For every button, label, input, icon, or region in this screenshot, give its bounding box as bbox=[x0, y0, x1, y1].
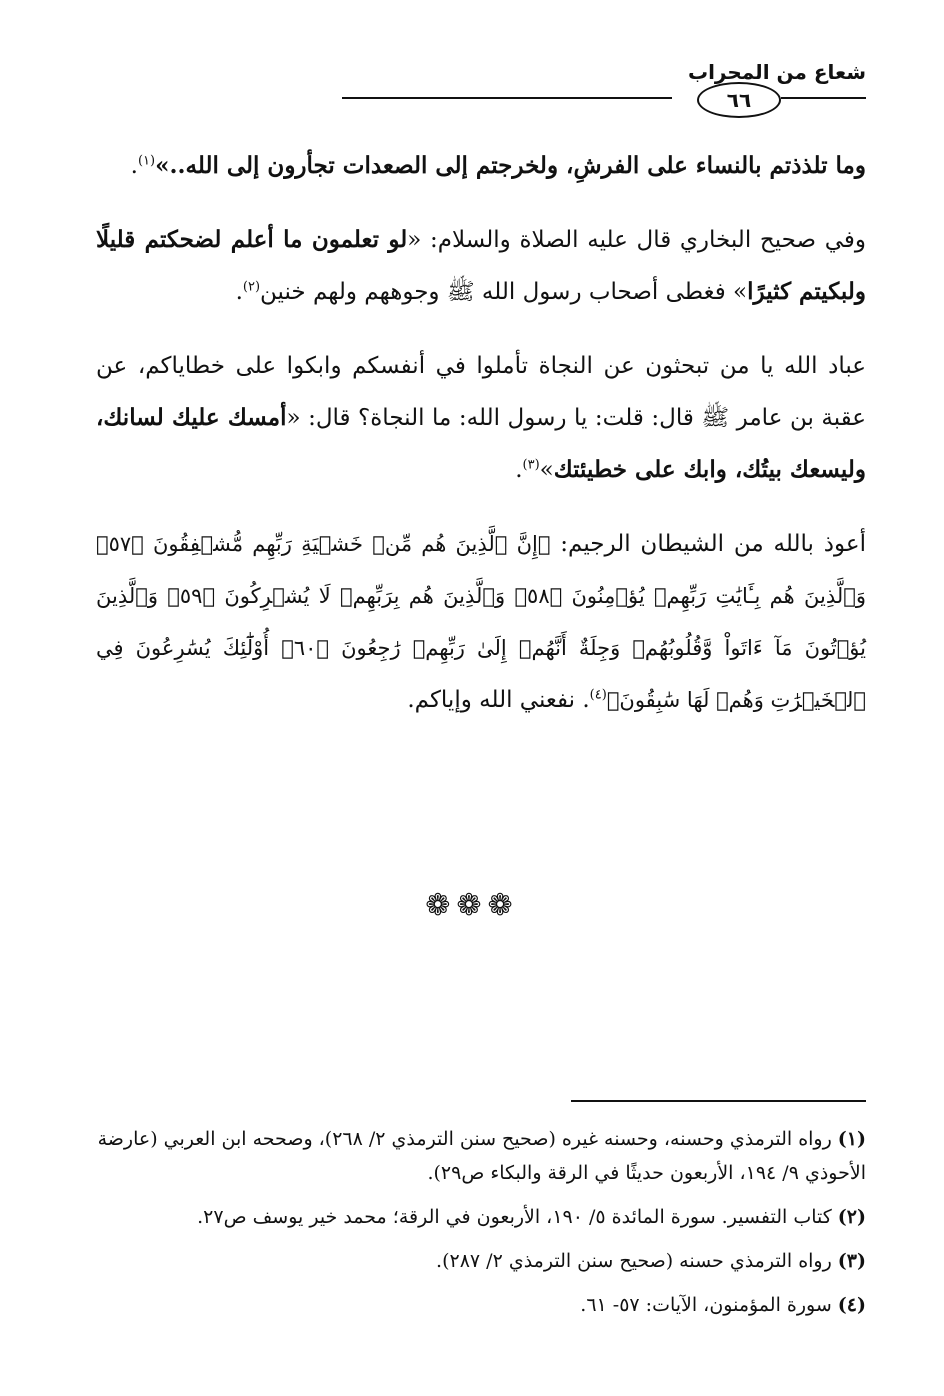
hadith-quote: لو تعلمون ما أعلم لضحكتم قليلًا ولبكيتم كثيرًا bbox=[96, 226, 866, 305]
footnote-4: (٤)سورة المؤمنون، الآيات: ٥٧- ٦١. bbox=[580, 1294, 866, 1316]
running-title: شعاع من المحراب bbox=[687, 60, 866, 84]
paragraph-1: وما تلذذتم بالنساء على الفرشِ، ولخرجتم إلى الصعدات تجأرون إلى الله..»$^{(١)}$. bbox=[130, 152, 866, 179]
footnote-ref: (٣) bbox=[522, 457, 540, 473]
footnote-ref: (٢) bbox=[242, 279, 261, 295]
paragraph-4: أعوذ بالله من الشيطان الرجيم: ﴿إِنَّ ٱلَّذِينَ هُم مِّنۡ خَشۡيَةِ رَبِّهِم مُّشۡفِقُونَ ﴿٥٧﴾ وَٱلَّذِينَ هُم بِـَٔايَٰتِ رَبِّهِمۡ يُؤۡمِنُونَ ﴿٥٨﴾ وَٱلَّذِينَ هُم بِرَبِّهِمۡ لَا يُشۡرِكُونَ ﴿٥٩﴾ وَٱلَّذِينَ يُؤۡتُونَ مَآ ءَاتَواْ وَّقُلُوبُهُمۡ وَجِلَةٌ أَنَّهُمۡ إِلَىٰ رَبِّهِمۡ رَٰجِعُونَ ﴿٦٠﴾ أُوْلَٰٓئِكَ يُسَٰرِعُونَ فِي ٱلۡخَيۡرَٰتِ وَهُمۡ لَهَا سَٰبِقُونَ﴾$^{(٤)}$. نفعني الله وإياكم. bbox=[96, 531, 866, 713]
footnote-3: (٣)رواه الترمذي حسنه (صحيح سنن الترمذي ٢/ ٢٨٧). bbox=[436, 1250, 866, 1272]
header-rule-middle bbox=[342, 97, 672, 99]
main-text bbox=[96, 140, 866, 748]
paragraph-3: عباد الله يا من تبحثون عن النجاة تأملوا في أنفسكم وابكوا على خطاياكم، عن عقبة بن عامر ﷺ قال: قلت: يا رسول الله: ما النجاة؟ قال: «أمسك عليك لسانك، وليسعك بيتُك، وابك على خطيئتك»$^{(٣)}$. bbox=[96, 353, 867, 483]
footnotes bbox=[96, 1122, 866, 1332]
paragraph-2: وفي صحيح البخاري قال عليه الصلاة والسلام: «لو تعلمون ما أعلم لضحكتم قليلًا ولبكيتم كثيرًا» فغطى أصحاب رسول الله ﷺ وجوههم ولهم خنين$^{(٢)}$. bbox=[96, 226, 866, 305]
quran-verse: ﴿إِنَّ ٱلَّذِينَ هُم مِّنۡ خَشۡيَةِ رَبِّهِم مُّشۡفِقُونَ ﴿٥٧﴾ وَٱلَّذِينَ هُم بِـَٔايَٰتِ رَبِّهِمۡ يُؤۡمِنُونَ ﴿٥٨﴾ وَٱلَّذِينَ هُم بِرَبِّهِمۡ لَا يُشۡرِكُونَ ﴿٥٩﴾ وَٱلَّذِينَ يُؤۡتُونَ مَآ ءَاتَواْ وَّقُلُوبُهُمۡ وَجِلَةٌ أَنَّهُمۡ إِلَىٰ رَبِّهِمۡ رَٰجِعُونَ ﴿٦٠﴾ أُوْلَٰٓئِكَ يُسَٰرِعُونَ فِي ٱلۡخَيۡرَٰتِ وَهُمۡ لَهَا سَٰبِقُونَ﴾ bbox=[96, 532, 866, 712]
hadith-quote: وما تلذذتم بالنساء على الفرشِ، ولخرجتم إلى الصعدات تجأرون إلى الله..» bbox=[155, 152, 866, 179]
footnote-1: (١)رواه الترمذي وحسنه، وحسنه غيره (صحيح سنن الترمذي ٢/ ٢٦٨)، وصححه ابن العربي (عارضة الأحوذي ٩/ ١٩٤، الأربعون حديثًا في الرقة والبكاء ص٢٩). bbox=[97, 1128, 866, 1184]
footnote-ref: (١) bbox=[137, 153, 156, 169]
footnote-2: (٢)كتاب التفسير. سورة المائدة ٥/ ١٩٠، الأربعون في الرقة؛ محمد خير يوسف ص٢٧. bbox=[197, 1206, 866, 1228]
section-ornament: ❁❁❁ bbox=[425, 888, 519, 923]
header-rule-right bbox=[781, 97, 866, 99]
hadith-quote: أمسك عليك لسانك، وليسعك بيتُك، وابك على خطيئتك bbox=[96, 404, 866, 483]
page-number: ٦٦ bbox=[697, 82, 781, 118]
footnote-separator bbox=[571, 1100, 866, 1102]
footnote-ref: (٤) bbox=[589, 687, 607, 703]
